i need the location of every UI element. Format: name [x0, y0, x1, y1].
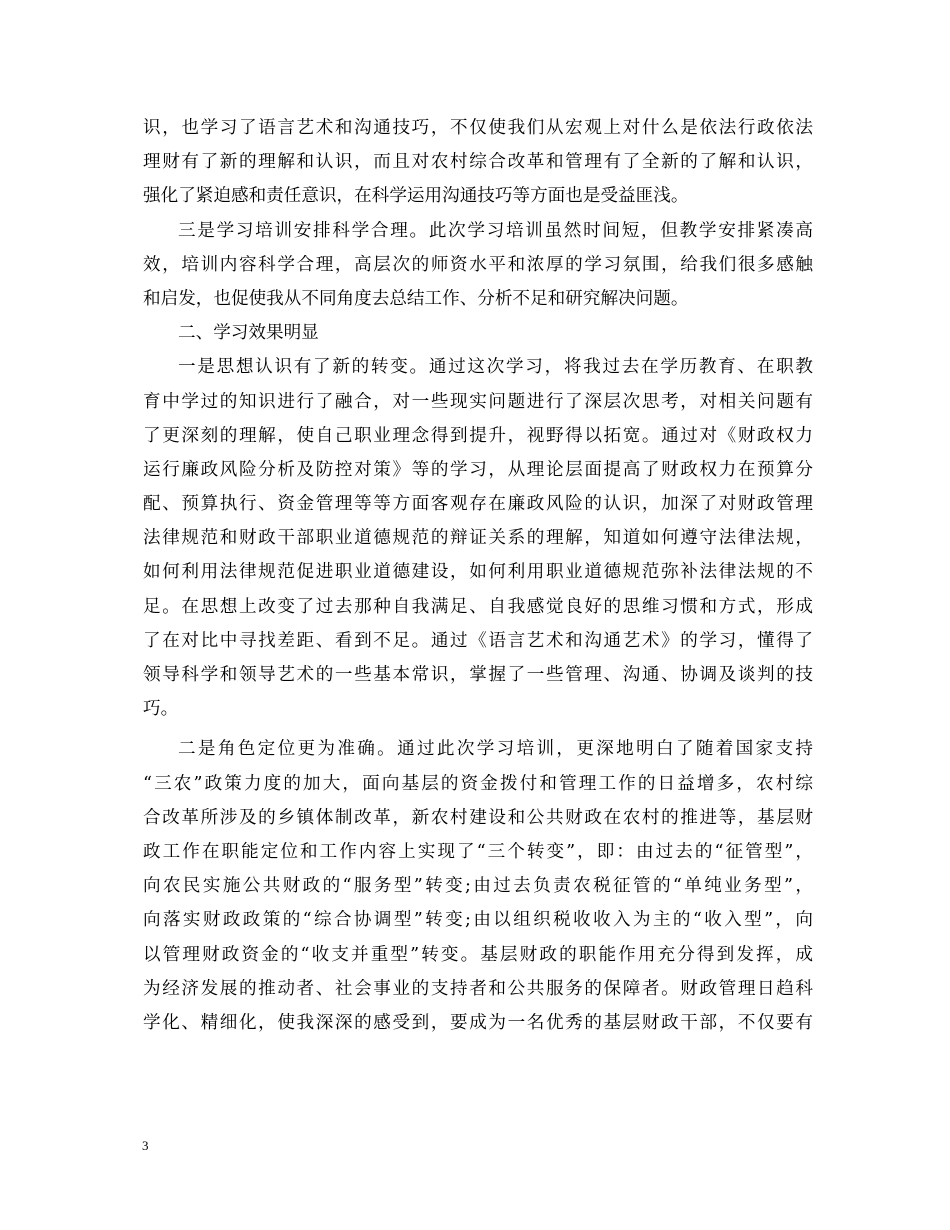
text-line: 配、预算执行、资金管理等等方面客观存在廉政风险的认识，加深了对财政管理 — [143, 494, 813, 515]
text-line: 识，也学习了语言艺术和沟通技巧，不仅使我们从宏观上对什么是依法行政依法 — [143, 118, 813, 138]
page-number: 3 — [142, 1138, 149, 1153]
text-line: 法律规范和财政干部职业道德规范的辩证关系的理解，知道如何遵守法律法规， — [143, 528, 813, 549]
text-line: 理财有了新的理解和认识，而且对农村综合改革和管理有了全新的了解和认识， — [143, 152, 813, 173]
text-line: 足。在思想上改变了过去那种自我满足、自我感觉良好的思维习惯和方式，形成 — [143, 596, 813, 617]
text-line: 了更深刻的理解，使自己职业理念得到提升，视野得以拓宽。通过对《财政权力 — [143, 425, 813, 446]
text-line: 政工作在职能定位和工作内容上实现了“三个转变”，即：由过去的“征管型”， — [143, 841, 813, 862]
text-line: 二、学习效果明显 — [178, 323, 319, 344]
text-line: 以管理财政资金的“收支并重型”转变。基层财政的职能作用充分得到发挥，成 — [143, 944, 813, 965]
text-line: 巧。 — [143, 699, 179, 720]
text-line: 强化了紧迫感和责任意识，在科学运用沟通技巧等方面也是受益匪浅。 — [143, 186, 689, 207]
text-line: 学化、精细化，使我深深的感受到，要成为一名优秀的基层财政干部，不仅要有 — [143, 1012, 813, 1033]
text-line: 领导科学和领导艺术的一些基本常识，掌握了一些管理、沟通、协调及谈判的技 — [143, 665, 813, 685]
text-line: 效，培训内容科学合理，高层次的师资水平和浓厚的学习氛围，给我们很多感触 — [143, 254, 813, 275]
text-line: 育中学过的知识进行了融合，对一些现实问题进行了深层次思考，对相关问题有 — [143, 391, 813, 412]
text-line: 向农民实施公共财政的“服务型”转变;由过去负责农税征管的“单纯业务型”， — [143, 876, 813, 897]
text-line: 三是学习培训安排科学合理。此次学习培训虽然时间短，但教学安排紧凑高 — [178, 220, 813, 241]
body-text — [143, 111, 813, 1040]
text-line: 二是角色定位更为准确。通过此次学习培训，更深地明白了随着国家支持 — [178, 739, 813, 760]
text-line: 和启发，也促使我从不同角度去总结工作、分析不足和研究解决问题。 — [143, 288, 689, 309]
text-line: 如何利用法律规范促进职业道德建设，如何利用职业道德规范弥补法律法规的不 — [143, 562, 813, 583]
text-line: 了在对比中寻找差距、看到不足。通过《语言艺术和沟通艺术》的学习，懂得了 — [143, 630, 813, 651]
text-line: 运行廉政风险分析及防控对策》等的学习，从理论层面提高了财政权力在预算分 — [143, 459, 813, 480]
text-line: 一是思想认识有了新的转变。通过这次学习，将我过去在学历教育、在职教 — [178, 357, 813, 378]
text-line: 向落实财政政策的“综合协调型”转变;由以组织税收收入为主的“收入型”，向 — [143, 910, 813, 931]
text-line: 为经济发展的推动者、社会事业的支持者和公共服务的保障者。财政管理日趋科 — [143, 978, 813, 999]
text-line: 合改革所涉及的乡镇体制改革，新农村建设和公共财政在农村的推进等，基层财 — [143, 807, 813, 828]
text-line: “三农”政策力度的加大，面向基层的资金拨付和管理工作的日益增多，农村综 — [143, 773, 813, 794]
